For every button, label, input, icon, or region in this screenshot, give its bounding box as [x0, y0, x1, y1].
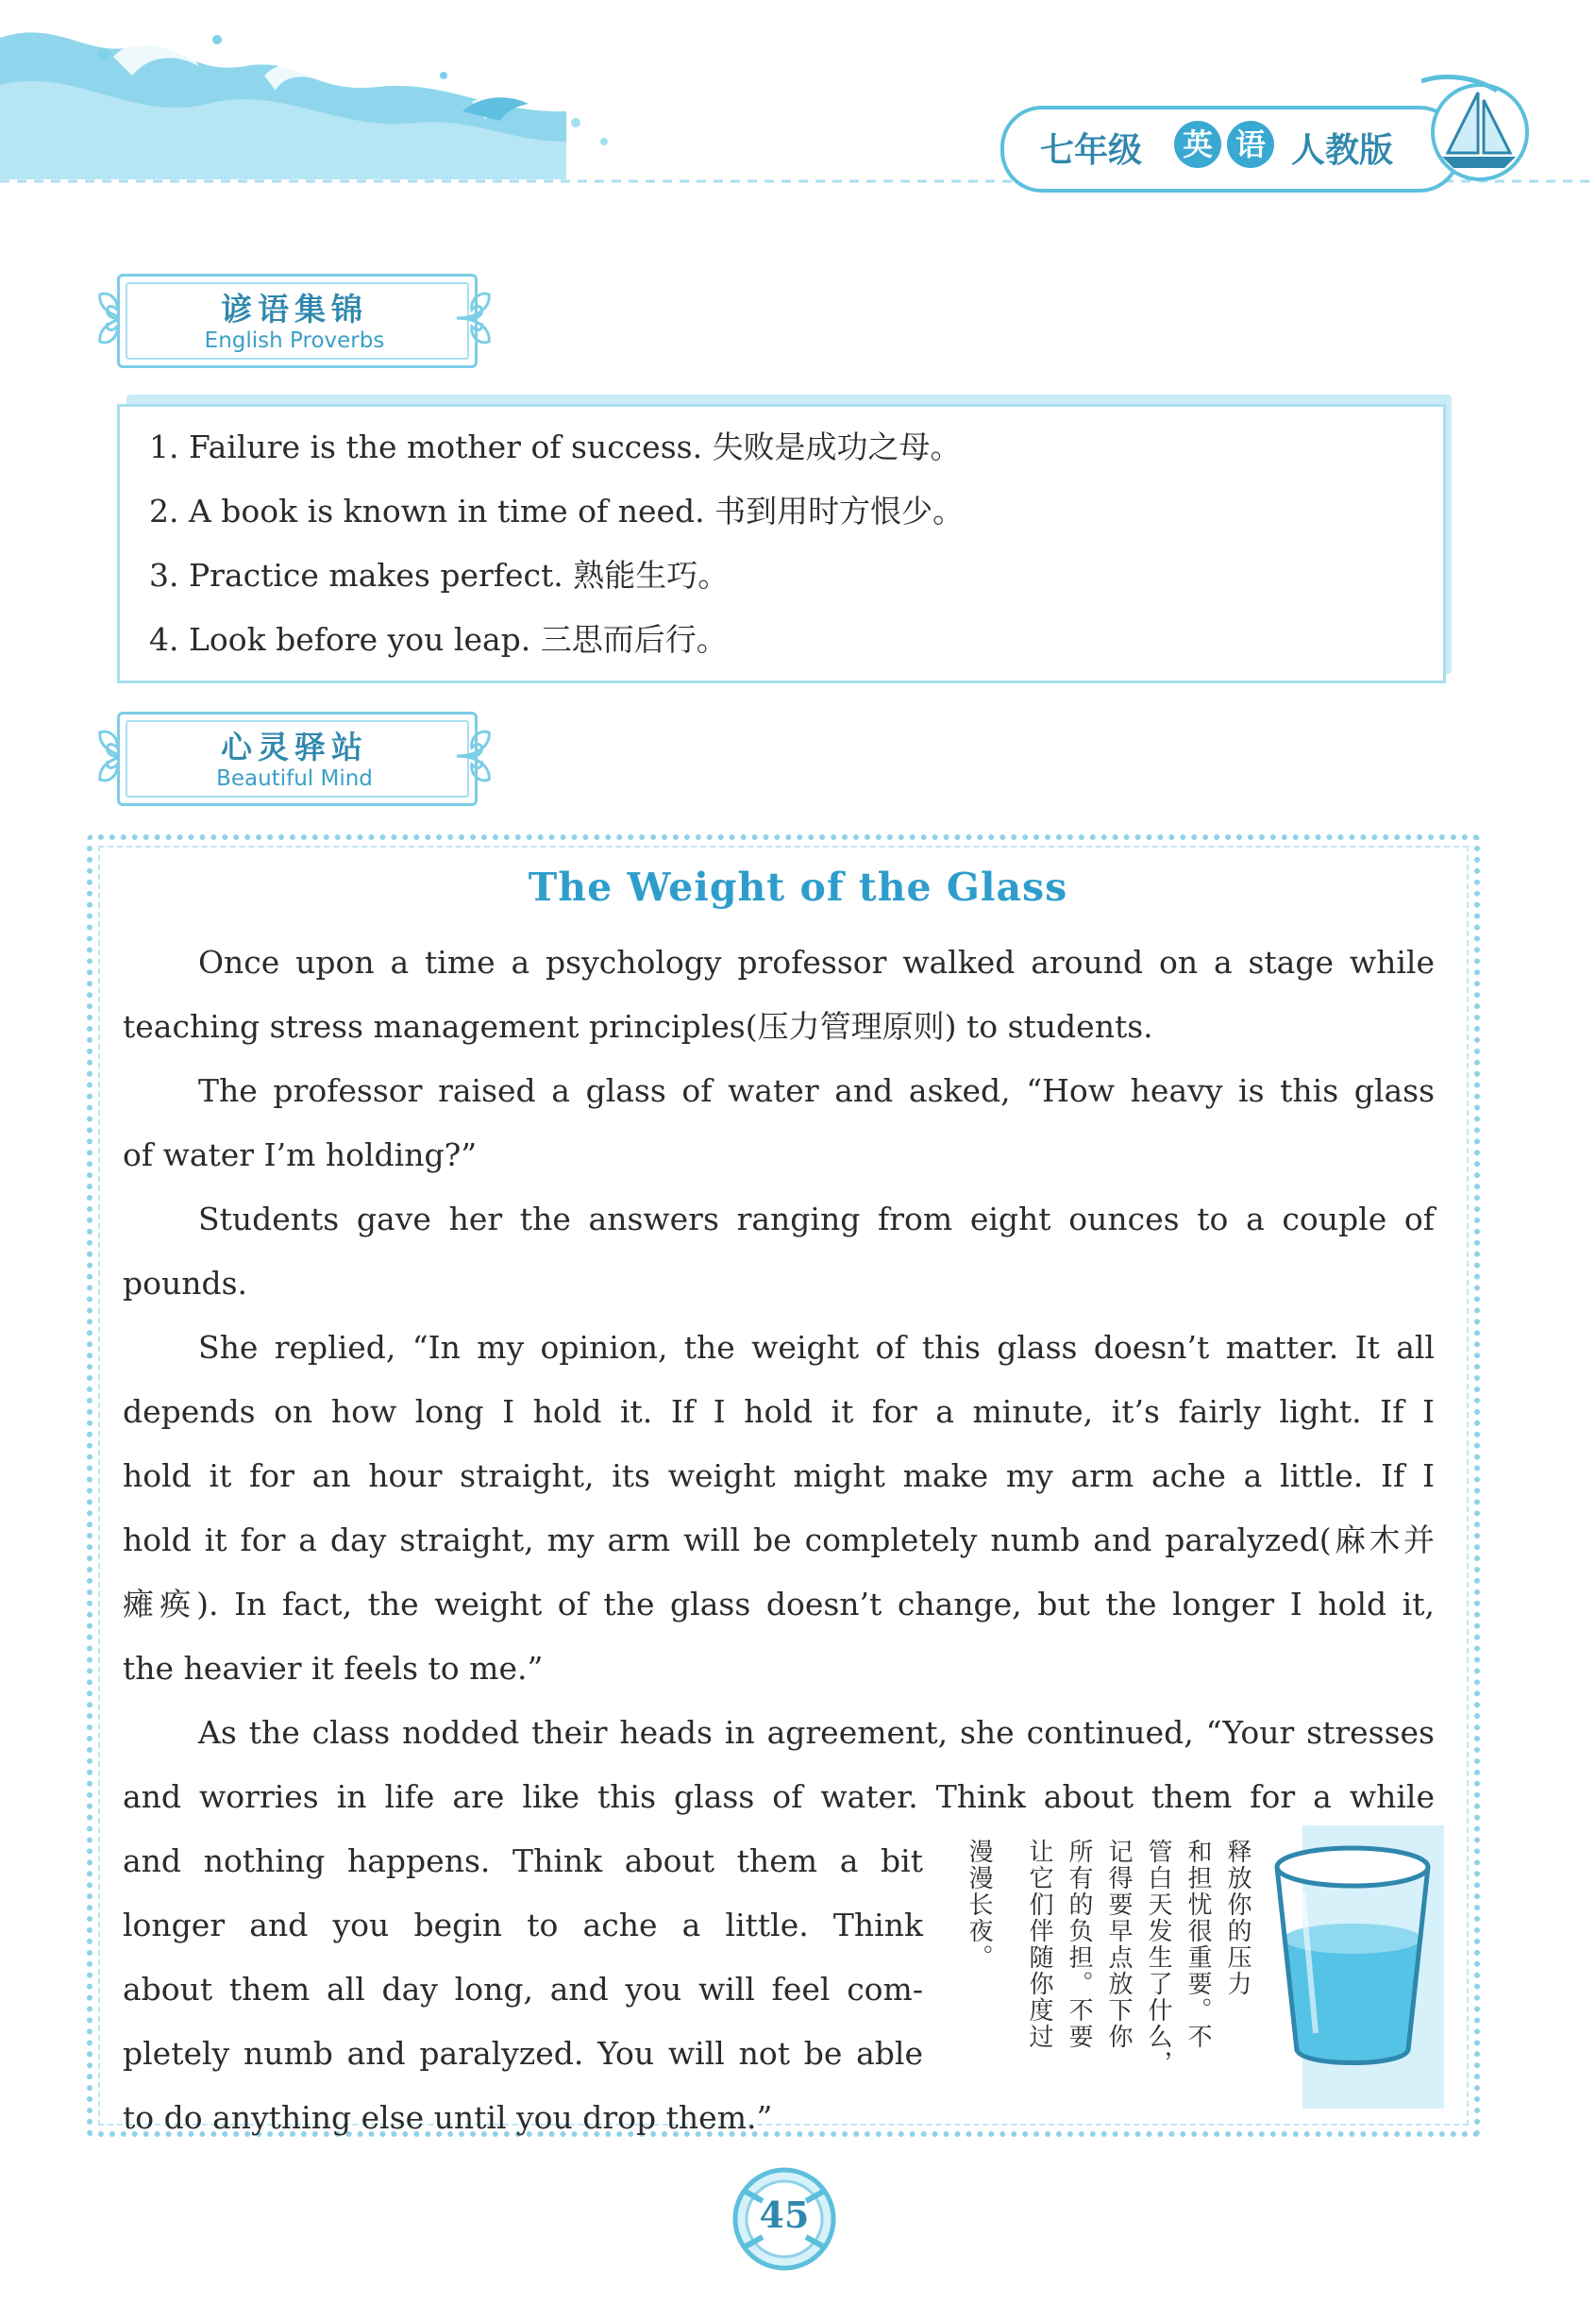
mind-section-tag: [91, 704, 496, 808]
side-note-column: 所有的负担。不要: [1065, 1839, 1093, 2050]
article-line: longer and you begin to ache a little. Think: [123, 1907, 923, 1943]
proverb-item: 4. Look before you leap. 三思而后行。: [149, 621, 728, 658]
proverb-item: 3. Practice makes perfect. 熟能生巧。: [149, 557, 730, 594]
article-line: about them all day long, and you will feel com-: [123, 1971, 923, 2008]
article-line: She replied, “In my opinion, the weight of this glass doesn’t matter. It all: [198, 1329, 1435, 1366]
mind-title-cn: 心灵驿站: [221, 729, 368, 765]
side-note-column: 和担忧很重要。不: [1184, 1839, 1212, 2050]
article-line: pounds.: [123, 1265, 248, 1302]
article-line: The professor raised a glass of water and asked, “How heavy is this glass: [198, 1072, 1435, 1109]
water-glass-icon: [1265, 1835, 1440, 2076]
article-line: the heavier it feels to me.”: [123, 1650, 544, 1687]
side-note-column: 管白天发生了什么，: [1144, 1839, 1172, 2076]
article-line: hold it for an hour straight, its weight might make my arm ache a little. If I: [123, 1457, 1435, 1494]
proverb-item: 2. A book is known in time of need. 书到用时方恨少。: [149, 493, 965, 530]
header-subject-char-2: 语: [1227, 121, 1274, 168]
page-number: 45: [759, 2194, 810, 2236]
article-line: 瘫痪). In fact, the weight of the glass doesn’t change, but the longer I hold it,: [123, 1586, 1435, 1622]
side-note-column: 记得要早点放下你: [1104, 1839, 1133, 2050]
side-note-column: 让它们伴随你度过: [1025, 1839, 1053, 2050]
article-line: depends on how long I hold it. If I hold it for a minute, it’s fairly light. If I: [123, 1393, 1435, 1430]
article-line: and worries in life are like this glass of water. Think about them for a while: [123, 1778, 1435, 1815]
proverbs-title-cn: 谚语集锦: [221, 291, 368, 328]
proverbs-section-tag: [91, 266, 496, 370]
sailboat-icon: [1421, 72, 1535, 185]
article-line: teaching stress management principles(压力管理原则) to students.: [123, 1008, 1153, 1045]
header-grade: 七年级: [1040, 130, 1143, 170]
article-line: pletely numb and paralyzed. You will not be able: [123, 2035, 923, 2072]
proverbs-title-en: English Proverbs: [204, 328, 385, 353]
header-subject-char-1: 英: [1174, 121, 1221, 168]
article-line: As the class nodded their heads in agreement, she continued, “Your stresses: [198, 1714, 1435, 1751]
mind-title-en: Beautiful Mind: [216, 766, 373, 791]
article-line: and nothing happens. Think about them a bit: [123, 1842, 923, 1879]
article-line: Students gave her the answers ranging from eight ounces to a couple of: [198, 1201, 1435, 1237]
article-line: to do anything else until you drop them.”: [123, 2099, 773, 2136]
side-note-column: 释放你的压力: [1223, 1839, 1252, 1997]
proverb-item: 1. Failure is the mother of success. 失败是成功之母。: [149, 429, 962, 465]
article-title: The Weight of the Glass: [528, 865, 1068, 910]
article-line: hold it for a day straight, my arm will be completely numb and paralyzed(麻木并: [123, 1521, 1435, 1558]
header-edition: 人教版: [1291, 130, 1394, 170]
article-line: of water I’m holding?”: [123, 1136, 478, 1173]
article-line: Once upon a time a psychology professor walked around on a stage while: [198, 944, 1435, 981]
side-note-column: 漫漫长夜。: [965, 1839, 993, 1971]
